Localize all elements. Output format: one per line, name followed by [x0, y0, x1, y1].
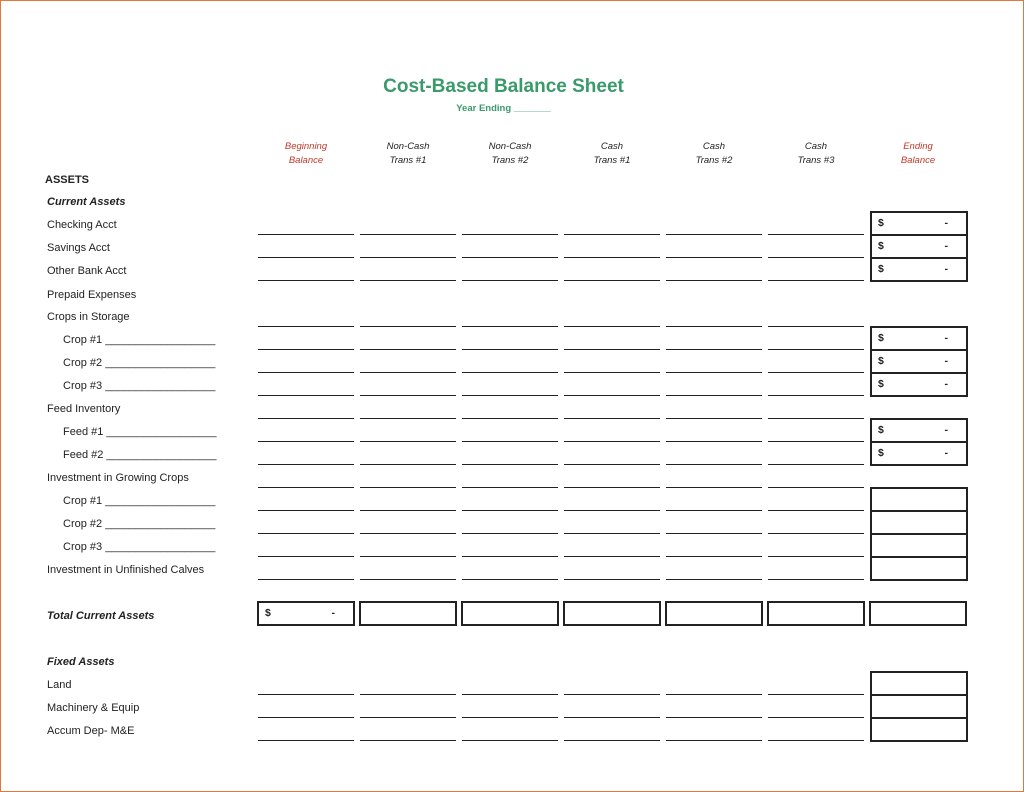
amount-box[interactable]: [869, 601, 967, 626]
row-label: Feed #1 __________________: [63, 426, 217, 438]
amount-box[interactable]: [870, 211, 968, 236]
row-label: Crop #1 __________________: [63, 334, 216, 346]
entry-line[interactable]: [564, 487, 660, 488]
entry-line[interactable]: [564, 510, 660, 511]
entry-line[interactable]: [768, 257, 864, 258]
amount-box[interactable]: [461, 601, 559, 626]
row-label: Current Assets: [47, 196, 126, 208]
entry-line[interactable]: [666, 717, 762, 718]
entry-line[interactable]: [258, 510, 354, 511]
entry-line[interactable]: [360, 395, 456, 396]
entry-line[interactable]: [258, 257, 354, 258]
amount-box[interactable]: [870, 510, 968, 535]
column-header-line1: Cash: [600, 141, 624, 152]
entry-line[interactable]: [666, 326, 762, 327]
entry-line[interactable]: [360, 533, 456, 534]
entry-line[interactable]: [666, 579, 762, 580]
column-header-line1: Ending: [903, 141, 933, 152]
amount-value: -: [944, 332, 948, 344]
column-header: [666, 140, 762, 168]
entry-line[interactable]: [462, 464, 558, 465]
column-header-line2: Trans #2: [491, 155, 529, 166]
amount-box[interactable]: [870, 556, 968, 581]
amount-value: -: [944, 355, 948, 367]
row-label: Crop #3 __________________: [63, 380, 216, 392]
entry-line[interactable]: [768, 740, 864, 741]
entry-line[interactable]: [360, 464, 456, 465]
entry-line[interactable]: [768, 579, 864, 580]
entry-line[interactable]: [666, 740, 762, 741]
amount-box[interactable]: [359, 601, 457, 626]
entry-line[interactable]: [564, 418, 660, 419]
entry-line[interactable]: [768, 464, 864, 465]
amount-value: -: [944, 424, 948, 436]
amount-box[interactable]: [665, 601, 763, 626]
entry-line[interactable]: [564, 464, 660, 465]
entry-line[interactable]: [564, 694, 660, 695]
row-label: Land: [47, 679, 72, 691]
entry-line[interactable]: [258, 579, 354, 580]
amount-box[interactable]: [767, 601, 865, 626]
row-label: Other Bank Acct: [47, 265, 127, 277]
entry-line[interactable]: [564, 533, 660, 534]
entry-line[interactable]: [360, 579, 456, 580]
entry-line[interactable]: [258, 326, 354, 327]
amount-value: -: [331, 607, 335, 619]
entry-line[interactable]: [258, 464, 354, 465]
entry-line[interactable]: [768, 487, 864, 488]
column-header: [462, 140, 558, 168]
amount-value: -: [944, 447, 948, 459]
entry-line[interactable]: [258, 487, 354, 488]
entry-line[interactable]: [360, 372, 456, 373]
currency-symbol: $: [265, 607, 271, 619]
column-header: [258, 140, 354, 168]
column-header: [564, 140, 660, 168]
entry-line[interactable]: [462, 740, 558, 741]
entry-line[interactable]: [666, 257, 762, 258]
column-header-line2: Trans #1: [593, 155, 631, 166]
entry-line[interactable]: [258, 349, 354, 350]
column-header: [870, 140, 966, 168]
entry-line[interactable]: [360, 441, 456, 442]
column-header-line2: Balance: [288, 155, 324, 166]
entry-line[interactable]: [666, 372, 762, 373]
entry-line[interactable]: [258, 418, 354, 419]
entry-line[interactable]: [768, 694, 864, 695]
entry-line[interactable]: [360, 487, 456, 488]
currency-symbol: $: [878, 263, 884, 275]
amount-box[interactable]: [870, 441, 968, 466]
amount-value: -: [944, 217, 948, 229]
entry-line[interactable]: [258, 740, 354, 741]
entry-line[interactable]: [360, 694, 456, 695]
entry-line[interactable]: [462, 556, 558, 557]
entry-line[interactable]: [360, 326, 456, 327]
currency-symbol: $: [878, 355, 884, 367]
entry-line[interactable]: [462, 349, 558, 350]
amount-box[interactable]: [870, 533, 968, 558]
amount-box[interactable]: [870, 671, 968, 696]
row-label: Crop #1 __________________: [63, 495, 216, 507]
entry-line[interactable]: [462, 257, 558, 258]
row-label: Crops in Storage: [47, 311, 130, 323]
entry-line[interactable]: [768, 717, 864, 718]
entry-line[interactable]: [666, 487, 762, 488]
row-label: Total Current Assets: [47, 610, 155, 622]
entry-line[interactable]: [258, 234, 354, 235]
entry-line[interactable]: [564, 441, 660, 442]
entry-line[interactable]: [768, 418, 864, 419]
entry-line[interactable]: [462, 234, 558, 235]
entry-line[interactable]: [258, 441, 354, 442]
currency-symbol: $: [878, 378, 884, 390]
row-label: Accum Dep- M&E: [47, 725, 135, 737]
entry-line[interactable]: [360, 717, 456, 718]
entry-line[interactable]: [462, 326, 558, 327]
entry-line[interactable]: [462, 372, 558, 373]
currency-symbol: $: [878, 332, 884, 344]
entry-line[interactable]: [258, 694, 354, 695]
entry-line[interactable]: [768, 395, 864, 396]
entry-line[interactable]: [258, 280, 354, 281]
entry-line[interactable]: [564, 372, 660, 373]
row-label: Crop #3 __________________: [63, 541, 216, 553]
entry-line[interactable]: [564, 556, 660, 557]
row-label: Checking Acct: [47, 219, 117, 231]
entry-line[interactable]: [666, 418, 762, 419]
currency-symbol: $: [878, 240, 884, 252]
row-label: Machinery & Equip: [47, 702, 140, 714]
entry-line[interactable]: [666, 349, 762, 350]
row-label: Crop #2 __________________: [63, 357, 216, 369]
entry-line[interactable]: [564, 349, 660, 350]
currency-symbol: $: [878, 217, 884, 229]
column-header: [768, 140, 864, 168]
entry-line[interactable]: [462, 510, 558, 511]
amount-box[interactable]: [870, 257, 968, 282]
amount-box[interactable]: [870, 372, 968, 397]
entry-line[interactable]: [666, 556, 762, 557]
year-ending[interactable]: Year Ending _______: [456, 103, 551, 114]
entry-line[interactable]: [360, 740, 456, 741]
amount-box[interactable]: [870, 326, 968, 351]
entry-line[interactable]: [666, 510, 762, 511]
entry-line[interactable]: [258, 372, 354, 373]
entry-line[interactable]: [768, 349, 864, 350]
currency-symbol: $: [878, 447, 884, 459]
amount-value: -: [944, 263, 948, 275]
entry-line[interactable]: [768, 326, 864, 327]
entry-line[interactable]: [564, 395, 660, 396]
row-label: Crop #2 __________________: [63, 518, 216, 530]
entry-line[interactable]: [768, 510, 864, 511]
entry-line[interactable]: [768, 533, 864, 534]
entry-line[interactable]: [666, 464, 762, 465]
amount-value: -: [944, 378, 948, 390]
entry-line[interactable]: [666, 280, 762, 281]
entry-line[interactable]: [666, 694, 762, 695]
entry-line[interactable]: [564, 717, 660, 718]
amount-box[interactable]: [870, 717, 968, 742]
amount-box[interactable]: [870, 418, 968, 443]
entry-line[interactable]: [768, 372, 864, 373]
entry-line[interactable]: [768, 280, 864, 281]
entry-line[interactable]: [360, 556, 456, 557]
entry-line[interactable]: [462, 717, 558, 718]
row-label: Feed Inventory: [47, 403, 121, 415]
amount-box[interactable]: [870, 234, 968, 259]
column-header-line2: Trans #1: [389, 155, 427, 166]
amount-box[interactable]: [870, 349, 968, 374]
row-label: Prepaid Expenses: [47, 289, 137, 301]
row-label: Savings Acct: [47, 242, 110, 254]
entry-line[interactable]: [360, 349, 456, 350]
row-label: ASSETS: [45, 174, 90, 186]
entry-line[interactable]: [564, 579, 660, 580]
entry-line[interactable]: [360, 257, 456, 258]
entry-line[interactable]: [666, 395, 762, 396]
row-label: Fixed Assets: [47, 656, 115, 668]
entry-line[interactable]: [258, 395, 354, 396]
entry-line[interactable]: [258, 556, 354, 557]
column-header-line2: Balance: [900, 155, 936, 166]
column-header-line2: Trans #3: [797, 155, 835, 166]
column-header-line1: Beginning: [284, 141, 328, 152]
column-header-line1: Cash: [702, 141, 726, 152]
entry-line[interactable]: [666, 234, 762, 235]
entry-line[interactable]: [360, 234, 456, 235]
row-label: Feed #2 __________________: [63, 449, 217, 461]
currency-symbol: $: [878, 424, 884, 436]
column-header-line1: Non-Cash: [386, 141, 430, 152]
entry-line[interactable]: [360, 510, 456, 511]
amount-box[interactable]: [257, 601, 355, 626]
page-title: Cost-Based Balance Sheet: [383, 76, 624, 97]
amount-box[interactable]: [870, 487, 968, 512]
column-header-line1: Cash: [804, 141, 828, 152]
entry-line[interactable]: [564, 326, 660, 327]
column-header: [360, 140, 456, 168]
amount-value: -: [944, 240, 948, 252]
entry-line[interactable]: [564, 257, 660, 258]
entry-line[interactable]: [564, 234, 660, 235]
entry-line[interactable]: [462, 694, 558, 695]
entry-line[interactable]: [462, 487, 558, 488]
entry-line[interactable]: [564, 280, 660, 281]
entry-line[interactable]: [768, 234, 864, 235]
entry-line[interactable]: [360, 280, 456, 281]
entry-line[interactable]: [564, 740, 660, 741]
entry-line[interactable]: [360, 418, 456, 419]
entry-line[interactable]: [462, 418, 558, 419]
row-label: Investment in Unfinished Calves: [47, 564, 205, 576]
entry-line[interactable]: [666, 533, 762, 534]
amount-box[interactable]: [870, 694, 968, 719]
entry-line[interactable]: [462, 533, 558, 534]
entry-line[interactable]: [768, 441, 864, 442]
entry-line[interactable]: [462, 441, 558, 442]
entry-line[interactable]: [462, 395, 558, 396]
column-header-line1: Non-Cash: [488, 141, 532, 152]
entry-line[interactable]: [768, 556, 864, 557]
entry-line[interactable]: [258, 717, 354, 718]
column-header-line2: Trans #2: [695, 155, 733, 166]
entry-line[interactable]: [462, 579, 558, 580]
entry-line[interactable]: [666, 441, 762, 442]
row-label: Investment in Growing Crops: [47, 472, 189, 484]
amount-box[interactable]: [563, 601, 661, 626]
entry-line[interactable]: [258, 533, 354, 534]
entry-line[interactable]: [462, 280, 558, 281]
